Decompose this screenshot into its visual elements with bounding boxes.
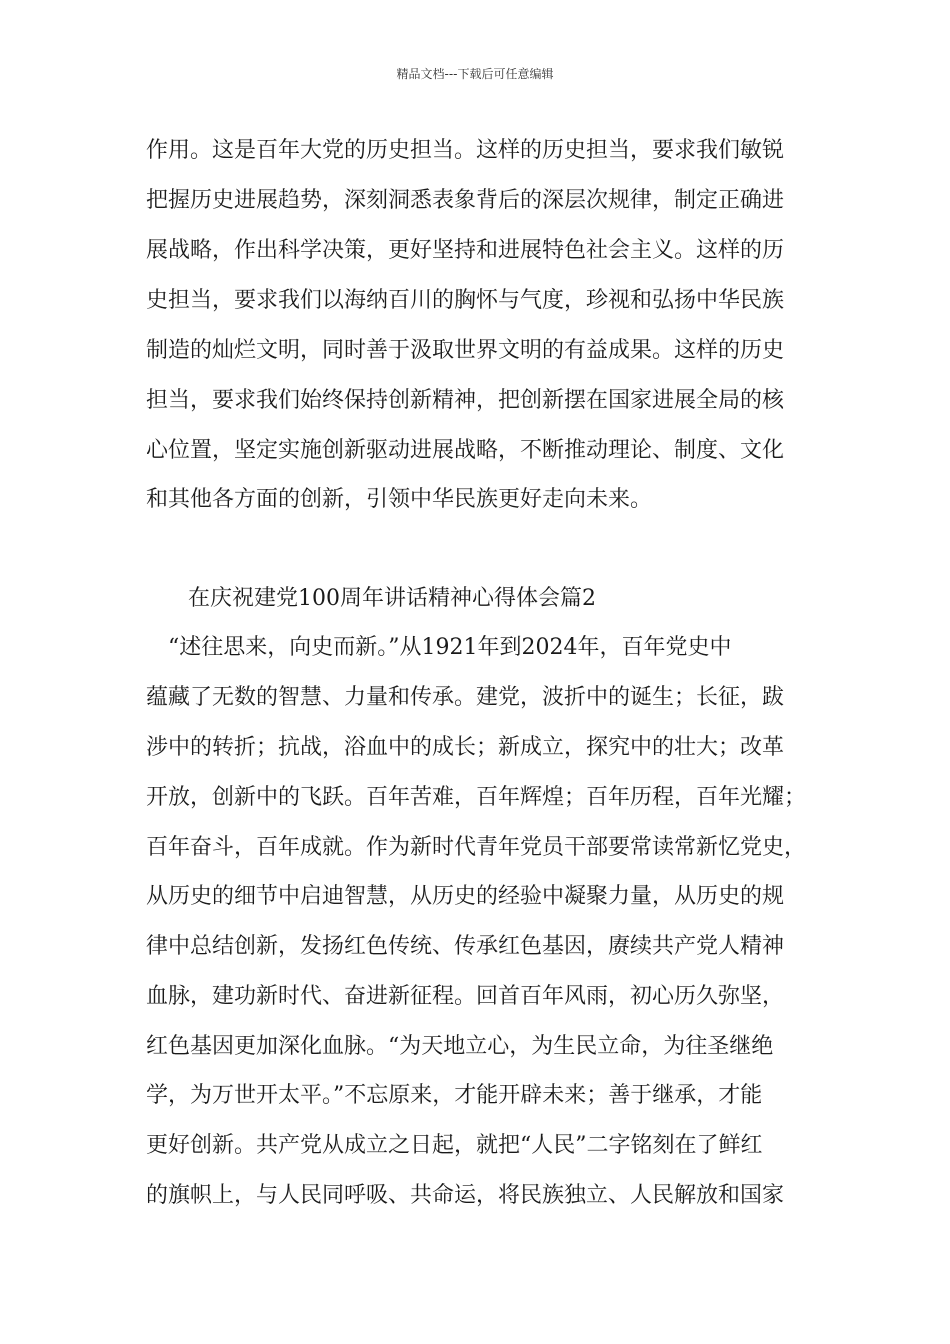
text-line: 律中总结创新，发扬红色传统、传承红色基因，赓续共产党人精神 bbox=[146, 934, 785, 959]
section-heading: 在庆祝建党100周年讲话精神心得体会篇2 bbox=[188, 586, 596, 611]
text-line: 从历史的细节中启迪智慧，从历史的经验中凝聚力量，从历史的规 bbox=[146, 884, 785, 909]
text-line: 和其他各方面的创新，引领中华民族更好走向未来。 bbox=[146, 487, 653, 512]
text-line: 展战略，作出科学决策，更好坚持和进展特色社会主义。这样的历 bbox=[146, 238, 785, 263]
text-line: 的旗帜上，与人民同呼吸、共命运，将民族独立、人民解放和国家 bbox=[146, 1183, 785, 1208]
text-line: 涉中的转折；抗战，浴血中的成长；新成立，探究中的壮大；改革 bbox=[146, 735, 785, 760]
text-line: 心位置，坚定实施创新驱动进展战略，不断推动理论、制度、文化 bbox=[146, 438, 785, 463]
text-line: 蕴藏了无数的智慧、力量和传承。建党，波折中的诞生；长征，跋 bbox=[146, 685, 785, 710]
text-line: 开放，创新中的飞跃。百年苦难，百年辉煌；百年历程，百年光耀； bbox=[146, 785, 807, 810]
page-header: 精品文档---下载后可任意编辑 bbox=[396, 67, 554, 81]
text-line: 红色基因更加深化血脉。“为天地立心，为生民立命，为往圣继绝 bbox=[146, 1034, 774, 1059]
text-line: 百年奋斗，百年成就。作为新时代青年党员干部要常读常新忆党史， bbox=[146, 835, 807, 860]
text-line: 把握历史进展趋势，深刻洞悉表象背后的深层次规律，制定正确进 bbox=[146, 188, 785, 213]
text-line: “述往思来，向史而新。”从1921年到2024年，百年党史中 bbox=[146, 635, 732, 660]
text-line: 制造的灿烂文明，同时善于汲取世界文明的有益成果。这样的历史 bbox=[146, 338, 785, 363]
text-line: 作用。这是百年大党的历史担当。这样的历史担当，要求我们敏锐 bbox=[146, 138, 785, 163]
text-line: 更好创新。共产党从成立之日起，就把“人民”二字铭刻在了鲜红 bbox=[146, 1133, 763, 1158]
text-line: 担当，要求我们始终保持创新精神，把创新摆在国家进展全局的核 bbox=[146, 388, 785, 413]
text-line: 学，为万世开太平。”不忘原来，才能开辟未来；善于继承，才能 bbox=[146, 1083, 763, 1108]
text-line: 史担当，要求我们以海纳百川的胸怀与气度，珍视和弘扬中华民族 bbox=[146, 288, 785, 313]
text-line: 血脉，建功新时代、奋进新征程。回首百年风雨，初心历久弥坚， bbox=[146, 984, 785, 1009]
